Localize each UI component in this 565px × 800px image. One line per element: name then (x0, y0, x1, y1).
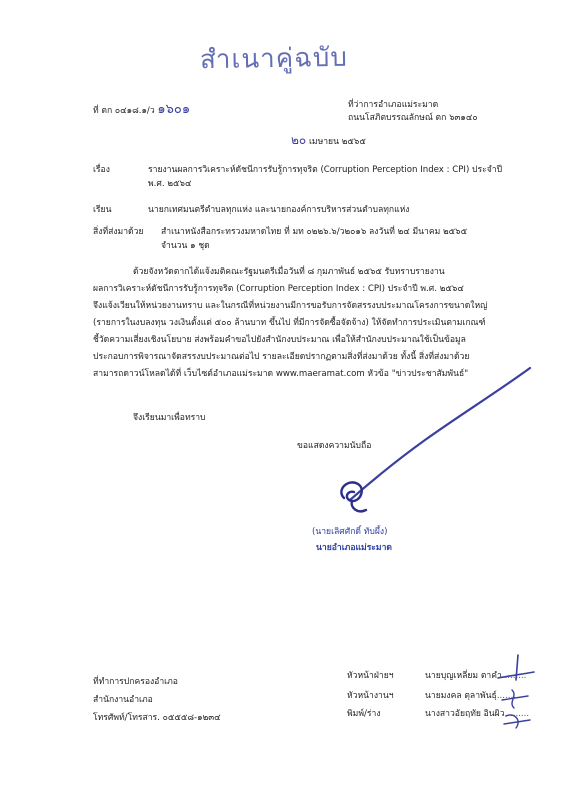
initial-role: พิมพ์/ร่าง (347, 709, 381, 719)
signature-mark (326, 468, 386, 518)
initial-pen-marks (488, 650, 538, 735)
date-month-year: เมษายน ๒๕๖๕ (308, 137, 366, 147)
enclosure-line1: สำเนาหนังสือกระทรวงมหาดไทย ที่ มท ๐๒๒๖.๖/ว๒๐๑๖ ลงวันที่ ๒๔ มีนาคม ๒๕๖๕ (161, 227, 468, 237)
office-address-line2: ถนนโสภิตบรรณลักษณ์ ตก ๖๓๑๔๐ (348, 113, 478, 123)
salutation-text: นายกเทศมนตรีตำบลทุกแห่ง และนายกองค์การบริหารส่วนตำบลทุกแห่ง (148, 205, 410, 215)
body-line: จึงแจ้งเวียนให้หน่วยงานทราบ และในกรณีที่หน่วยงานมีการขอรับการจัดสรรงบประมาณโครงการขนาดใหญ่ (93, 301, 488, 311)
initial-name-text: นางสาวอัยฤทัย อินผิว (425, 709, 505, 719)
enclosure-line2: จำนวน ๑ ชุด (161, 241, 210, 251)
body-line: ชี้วัดความเสี่ยงเชิงนโยบาย ส่งพร้อมคำขอไปยังสำนักงบประมาณ เพื่อให้สำนักงบประมาณใช้เป็นข้อมูล (93, 335, 466, 345)
copy-stamp: สำเนาคู่ฉบับ (199, 42, 349, 76)
dotted-line: ......... (504, 709, 530, 719)
body-line: ด้วยจังหวัดตากได้แจ้งมติคณะรัฐมนตรีเมื่อวันที่ ๘ กุมภาพันธ์ ๒๕๖๕ รับทราบรายงาน (133, 267, 445, 277)
subject-label: เรื่อง (93, 165, 110, 175)
document-number-handwritten: ๑๖๐๑ (157, 102, 191, 117)
body-line: ผลการวิเคราะห์ดัชนีการรับรู้การทุจริต (Corruption Perception Index : CPI) ประจำปี พ.ศ. ๒๕๖๔ (93, 284, 464, 294)
office-address-line1: ที่ว่าการอำเภอแม่ระมาด (348, 100, 439, 110)
subject-line1: รายงานผลการวิเคราะห์ดัชนีการรับรู้การทุจริต (Corruption Perception Index : CPI) ประจำปี (148, 165, 503, 175)
regards-text: ขอแสดงความนับถือ (297, 441, 372, 451)
footer-office: สำนักงานอำเภอ (93, 695, 153, 705)
initial-name-text: นายมงคล ตุลาพันธุ์ (425, 691, 497, 701)
footer-phone: โทรศัพท์/โทรสาร. ๐๕๕๕๘-๑๒๓๔ (93, 713, 221, 723)
dotted-line: ......... (501, 671, 527, 681)
signer-name: (นายเลิศศักดิ์ ทับผึ้ง) (312, 527, 388, 537)
dotted-line: ......... (496, 691, 522, 701)
signer-title: นายอำเภอแม่ระมาด (316, 543, 392, 553)
subject-line2: พ.ศ. ๒๕๖๔ (148, 179, 192, 189)
initial-name-text: นายบุญเหลี่ยม ตาคำ (425, 671, 502, 681)
closing-text: จึงเรียนมาเพื่อทราบ (133, 413, 206, 423)
initial-role: หัวหน้างานฯ (347, 691, 394, 701)
salutation-label: เรียน (93, 205, 112, 215)
initial-role: หัวหน้าฝ่ายฯ (347, 671, 394, 681)
document-number (93, 103, 190, 118)
date-day-handwritten: ๒๐ (291, 133, 307, 147)
body-line: สามารถดาวน์โหลดได้ที่ เว็บไซต์อำเภอแม่ระมาด www.maeramat.com หัวข้อ "ข่าวประชาสัมพันธ์" (93, 369, 469, 379)
body-line: (รายการในงบลงทุน วงเงินตั้งแต่ ๕๐๐ ล้านบาท ขึ้นไป ที่มีการจัดซื้อจัดจ้าง) ให้จัดทำการประเมินตามเกณฑ์ (93, 318, 486, 328)
document-date (291, 134, 366, 149)
body-line: ประกอบการพิจารณาจัดสรรงบประมาณต่อไป รายละเอียดปรากฏตามสิ่งที่ส่งมาด้วย ทั้งนี้ สิ่งที่ส่งมาด้วย (93, 352, 470, 362)
office-address (348, 99, 478, 125)
enclosure-label: สิ่งที่ส่งมาด้วย (93, 227, 144, 237)
footer-department: ที่ทำการปกครองอำเภอ (93, 677, 178, 687)
document-number-prefix: ที่ ตก ๐๔๑๘.๑/ว (93, 106, 155, 116)
